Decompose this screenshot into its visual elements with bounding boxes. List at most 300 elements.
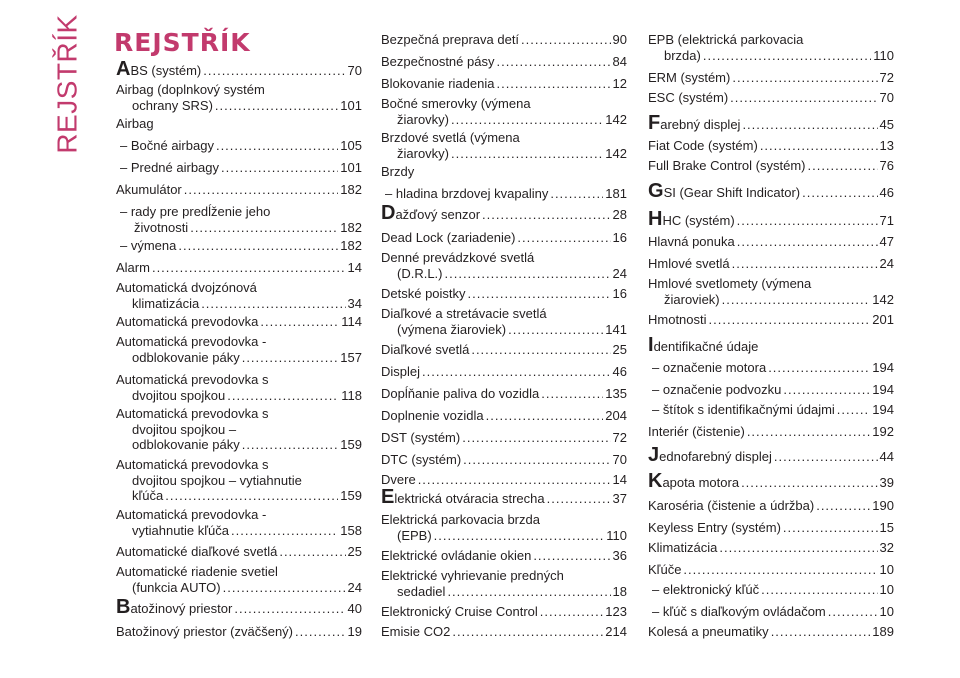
dot-leader xyxy=(683,562,877,578)
index-entry-term: ochrany SRS) xyxy=(132,97,213,113)
index-entry-term: – výmena xyxy=(120,238,177,253)
index-entry-term: ABS (systém) xyxy=(116,58,202,80)
section-initial: D xyxy=(381,202,396,224)
index-entry-text: dvojitou spojkou – vytiahnutie xyxy=(132,472,302,488)
index-entry xyxy=(381,452,627,468)
page-number: 101 xyxy=(340,97,362,113)
index-entry-term: Automatická prevodovka xyxy=(116,314,259,329)
page-number: 40 xyxy=(347,601,362,616)
index-entry-term: DST (systém) xyxy=(381,430,461,445)
dot-leader xyxy=(452,624,603,640)
page-number: 142 xyxy=(605,145,627,161)
page-number: 15 xyxy=(879,520,894,535)
page-number: 192 xyxy=(872,424,894,439)
index-entry-term: (D.R.L.) xyxy=(397,265,443,281)
index-entry-text: Brzdové svetlá (výmena xyxy=(381,130,520,145)
index-entry-term: Alarm xyxy=(116,260,150,275)
index-entry-text: Airbag (doplnkový systém xyxy=(116,82,265,97)
index-entry-term: Detské poistky xyxy=(381,286,466,301)
index-entry xyxy=(381,548,627,564)
index-entry xyxy=(116,116,362,132)
dot-leader xyxy=(761,582,877,598)
index-entry-term: Dead Lock (zariadenie) xyxy=(381,230,516,245)
page-number: 71 xyxy=(879,213,894,228)
index-entry-term: Akumulátor xyxy=(116,182,182,197)
index-entry-term: – označenie podvozku xyxy=(652,382,782,397)
dot-leader xyxy=(732,256,878,272)
index-entry xyxy=(648,138,894,154)
page-number: 182 xyxy=(340,238,362,253)
dot-leader xyxy=(201,296,345,312)
index-entry xyxy=(116,406,362,453)
index-entry-term: Brzdy xyxy=(381,164,415,179)
dot-leader xyxy=(703,48,871,64)
index-entry-term: odblokovanie páky xyxy=(132,437,240,452)
index-entry-term: Klimatizácia xyxy=(648,540,718,555)
dot-leader xyxy=(165,488,338,504)
page-number: 76 xyxy=(879,158,894,173)
index-entry xyxy=(648,540,894,556)
dot-leader xyxy=(221,160,338,176)
page-number: 10 xyxy=(879,604,894,619)
index-entry-term: Interiér (čistenie) xyxy=(648,424,745,439)
index-entry xyxy=(381,286,627,302)
index-entry-text: Automatická prevodovka - xyxy=(116,507,267,522)
index-entry xyxy=(648,70,894,86)
page-number: 84 xyxy=(612,54,627,69)
dot-leader xyxy=(216,138,338,154)
index-entry-term: Identifikačné údaje xyxy=(648,334,759,356)
index-entry xyxy=(116,564,362,595)
index-entry-text: Bočné smerovky (výmena xyxy=(381,96,531,111)
page-number: 114 xyxy=(341,314,362,329)
index-entry xyxy=(381,486,627,508)
page-number: 14 xyxy=(612,472,627,487)
index-entry-term: Bezpečná preprava detí xyxy=(381,32,520,47)
page-number: 70 xyxy=(347,63,362,78)
page-title: REJSTŘÍK xyxy=(114,28,251,57)
index-entry xyxy=(648,312,894,328)
index-entry-term: Batožinový priestor xyxy=(116,596,233,618)
page-number: 10 xyxy=(879,562,894,577)
dot-leader xyxy=(737,234,878,250)
dot-leader xyxy=(463,452,610,468)
index-entry-term: Diaľkové svetlá xyxy=(381,342,470,357)
dot-leader xyxy=(462,430,610,446)
index-entry-term: Hlavná ponuka xyxy=(648,234,735,249)
index-entry-term: Emisie CO2 xyxy=(381,624,451,639)
page-number: 47 xyxy=(879,234,894,249)
dot-leader xyxy=(227,388,339,404)
page-number: 72 xyxy=(879,70,894,85)
index-entry xyxy=(381,512,627,543)
page-number: 110 xyxy=(873,47,894,63)
index-entry xyxy=(648,624,894,640)
index-entry-term: GSI (Gear Shift Indicator) xyxy=(648,180,801,202)
index-entry-text: Diaľkové a stretávacie svetlá xyxy=(381,306,547,321)
dot-leader xyxy=(802,185,877,201)
dot-leader xyxy=(482,207,610,223)
page-number: 34 xyxy=(347,295,362,311)
page-number: 135 xyxy=(605,386,627,401)
dot-leader xyxy=(783,382,870,398)
page-number: 16 xyxy=(612,286,627,301)
dot-leader xyxy=(451,146,603,162)
dot-leader xyxy=(541,386,603,402)
dot-leader xyxy=(468,286,611,302)
dot-leader xyxy=(242,437,339,453)
index-entry xyxy=(116,260,362,276)
index-entry-term: Jednofarebný displej xyxy=(648,444,772,466)
dot-leader xyxy=(434,528,605,544)
page-number: 72 xyxy=(612,430,627,445)
page-number: 12 xyxy=(612,76,627,91)
dot-leader xyxy=(771,624,871,640)
index-entry-term: Hmlové svetlá xyxy=(648,256,730,271)
page-number: 182 xyxy=(340,182,362,197)
index-entry-term: dvojitou spojkou xyxy=(132,387,226,403)
dot-leader xyxy=(760,138,878,154)
index-entry-text: Automatické riadenie svetiel xyxy=(116,564,278,579)
index-entry xyxy=(116,596,362,618)
page-number: 159 xyxy=(340,437,362,452)
page-number: 37 xyxy=(612,491,627,506)
index-entry-term: – Predné airbagy xyxy=(120,160,220,175)
page-number: 44 xyxy=(879,449,894,464)
index-entry xyxy=(648,498,894,514)
index-entry xyxy=(648,158,894,174)
index-entry-term: Bezpečnostné pásy xyxy=(381,54,495,69)
index-entry xyxy=(381,624,627,640)
page-number: 36 xyxy=(612,548,627,563)
dot-leader xyxy=(451,112,603,128)
index-entry-term: – štítok s identifikačnými údajmi xyxy=(652,402,835,417)
index-entry xyxy=(381,164,627,180)
page-number: 110 xyxy=(606,527,627,543)
index-entry xyxy=(381,386,627,402)
index-entry xyxy=(116,280,362,311)
index-entry xyxy=(648,360,894,376)
index-entry-term: žiarovky) xyxy=(397,111,450,127)
page-number: 90 xyxy=(612,32,627,47)
page-number: 101 xyxy=(340,160,362,175)
index-entry xyxy=(381,96,627,127)
index-entry xyxy=(381,54,627,70)
section-initial: I xyxy=(648,334,654,356)
index-entry-term: Keyless Entry (systém) xyxy=(648,520,781,535)
dot-leader xyxy=(178,238,338,254)
page-number: 181 xyxy=(605,186,627,201)
index-entry xyxy=(381,250,627,281)
side-tab xyxy=(48,14,88,154)
index-entry xyxy=(381,202,627,224)
index-entry xyxy=(381,604,627,620)
index-entry xyxy=(116,160,362,176)
index-entry xyxy=(648,382,894,398)
index-entry-term: DTC (systém) xyxy=(381,452,462,467)
index-entry-term: – kľúč s diaľkovým ovládačom xyxy=(652,604,826,619)
index-entry-term: Dvere xyxy=(381,472,416,487)
index-entry-term: Dažďový senzor xyxy=(381,202,481,224)
index-entry-term: (funkcia AUTO) xyxy=(132,579,221,595)
dot-leader xyxy=(533,548,610,564)
page-number: 32 xyxy=(879,540,894,555)
index-entry xyxy=(381,186,627,202)
index-entry xyxy=(116,182,362,198)
page-number: 39 xyxy=(879,475,894,490)
index-entry xyxy=(381,32,627,48)
index-entry-text: EPB (elektrická parkovacia xyxy=(648,32,804,47)
dot-leader xyxy=(722,292,871,308)
page-number: 194 xyxy=(872,360,894,375)
page-number: 157 xyxy=(340,349,362,365)
dot-leader xyxy=(540,604,604,620)
index-entry xyxy=(116,624,362,640)
dot-leader xyxy=(783,520,878,536)
index-entry-term: Batožinový priestor (zväčšený) xyxy=(116,624,294,639)
index-entry xyxy=(648,32,894,63)
dot-leader xyxy=(521,32,610,48)
index-entry xyxy=(648,334,894,356)
index-entry xyxy=(381,408,627,424)
index-entry-term: žiaroviek) xyxy=(664,291,720,307)
page-number: 142 xyxy=(605,111,627,127)
index-entry-term: – hladina brzdovej kvapaliny xyxy=(385,186,549,201)
section-initial: H xyxy=(648,208,663,230)
dot-leader xyxy=(279,544,345,560)
dot-leader xyxy=(486,408,604,424)
dot-leader xyxy=(837,402,871,418)
index-entry-term: Karoséria (čistenie a údržba) xyxy=(648,498,815,513)
dot-leader xyxy=(496,54,610,70)
dot-leader xyxy=(774,449,878,465)
section-initial: F xyxy=(648,112,661,134)
index-entry xyxy=(116,58,362,80)
dot-leader xyxy=(203,63,345,79)
index-entry-text: Elektrická parkovacia brzda xyxy=(381,512,540,527)
dot-leader xyxy=(517,230,610,246)
page-number: 123 xyxy=(605,604,627,619)
index-entry-text: Automatická dvojzónová xyxy=(116,280,257,295)
page-number: 13 xyxy=(879,138,894,153)
page-number: 70 xyxy=(612,452,627,467)
page-number: 16 xyxy=(612,230,627,245)
page-number: 10 xyxy=(879,582,894,597)
index-entry xyxy=(116,204,362,235)
index-entry xyxy=(648,180,894,202)
dot-leader xyxy=(747,424,870,440)
index-entry xyxy=(648,208,894,230)
index-entry-term: žiarovky) xyxy=(397,145,450,161)
page-number: 141 xyxy=(605,321,627,337)
dot-leader xyxy=(742,117,877,133)
dot-leader xyxy=(260,314,339,330)
index-entry xyxy=(381,306,627,337)
index-entry xyxy=(648,562,894,578)
index-entry-term: – Bočné airbagy xyxy=(120,138,214,153)
page-number: 194 xyxy=(872,382,894,397)
index-entry-text: Denné prevádzkové svetlá xyxy=(381,250,535,265)
page-number: 204 xyxy=(605,408,627,423)
dot-leader xyxy=(508,322,603,338)
section-initial: K xyxy=(648,470,663,492)
index-entry xyxy=(648,234,894,250)
index-entry xyxy=(648,276,894,307)
page-number: 214 xyxy=(605,624,627,639)
dot-leader xyxy=(190,220,338,236)
page-number: 105 xyxy=(340,138,362,153)
page-number: 158 xyxy=(340,522,362,538)
index-entry xyxy=(648,256,894,272)
index-entry xyxy=(648,424,894,440)
index-entry xyxy=(381,130,627,161)
dot-leader xyxy=(223,580,346,596)
dot-leader xyxy=(550,186,603,202)
index-entry xyxy=(381,430,627,446)
index-entry xyxy=(116,334,362,365)
index-entry-text: Automatická prevodovka - xyxy=(116,334,267,349)
index-entry xyxy=(116,507,362,538)
section-initial: B xyxy=(116,596,131,618)
index-entry-term: Airbag xyxy=(116,116,154,131)
index-entry xyxy=(381,364,627,380)
index-entry-term: Kolesá a pneumatiky xyxy=(648,624,769,639)
index-entry-text: Automatická prevodovka s xyxy=(116,457,269,472)
page-number: 45 xyxy=(879,117,894,132)
dot-leader xyxy=(418,472,611,488)
index-entry-term: Elektronický Cruise Control xyxy=(381,604,538,619)
index-entry-text: Elektrické vyhrievanie predných xyxy=(381,568,564,583)
index-entry xyxy=(648,90,894,106)
index-entry-term: ESC (systém) xyxy=(648,90,729,105)
index-entry-term: sedadiel xyxy=(397,583,446,599)
dot-leader xyxy=(184,182,339,198)
dot-leader xyxy=(741,475,877,491)
index-entry-term: Kľúče xyxy=(648,562,682,577)
page-number: 142 xyxy=(872,291,894,307)
index-entry-term: odblokovanie páky xyxy=(132,349,240,365)
dot-leader xyxy=(828,604,878,620)
index-entry xyxy=(116,138,362,154)
index-entry-term: – elektronický kľúč xyxy=(652,582,760,597)
index-entry-term: Elektrické ovládanie okien xyxy=(381,548,532,563)
index-entry xyxy=(116,457,362,504)
index-entry xyxy=(381,472,627,488)
section-initial: J xyxy=(648,444,660,466)
page-number: 24 xyxy=(879,256,894,271)
dot-leader xyxy=(445,266,611,282)
page-number: 201 xyxy=(872,312,894,327)
dot-leader xyxy=(816,498,870,514)
dot-leader xyxy=(242,350,339,366)
page-number: 159 xyxy=(340,488,362,503)
index-entry xyxy=(381,568,627,599)
index-entry xyxy=(648,402,894,418)
index-entry xyxy=(116,238,362,254)
index-entry-term: Dopĺňanie paliva do vozidla xyxy=(381,386,540,401)
index-entry xyxy=(648,444,894,466)
page-number: 70 xyxy=(879,90,894,105)
index-entry xyxy=(116,372,362,403)
page-number: 194 xyxy=(872,402,894,417)
dot-leader xyxy=(234,601,345,617)
index-entry xyxy=(648,470,894,492)
page-number: 118 xyxy=(341,387,362,403)
dot-leader xyxy=(547,491,611,507)
index-entry xyxy=(116,314,362,330)
page-number: 24 xyxy=(612,265,627,281)
index-entry-term: Fiat Code (systém) xyxy=(648,138,758,153)
index-entry-term: (EPB) xyxy=(397,527,432,543)
section-initial: E xyxy=(381,486,395,508)
dot-leader xyxy=(732,70,877,86)
dot-leader xyxy=(807,158,877,174)
index-entry-text: Automatická prevodovka s xyxy=(116,406,269,421)
index-entry xyxy=(648,112,894,134)
page-number: 46 xyxy=(612,364,627,379)
index-entry-text: – rady pre predĺženie jeho xyxy=(120,204,271,219)
index-entry-term: klimatizácia xyxy=(132,295,200,311)
dot-leader xyxy=(471,342,610,358)
dot-leader xyxy=(152,260,346,276)
index-entry-text: Automatická prevodovka s xyxy=(116,372,269,387)
page-number: 18 xyxy=(612,583,627,599)
dot-leader xyxy=(719,540,877,556)
side-tab-label: REJSTŘÍK xyxy=(52,14,84,154)
index-entry xyxy=(381,342,627,358)
page-number: 190 xyxy=(872,498,894,513)
index-entry xyxy=(648,582,894,598)
page-number: 24 xyxy=(347,579,362,595)
index-entry-term: Blokovanie riadenia xyxy=(381,76,495,91)
page-number: 28 xyxy=(612,207,627,222)
page-number: 25 xyxy=(612,342,627,357)
page-number: 19 xyxy=(347,624,362,639)
index-entry-term: ERM (systém) xyxy=(648,70,731,85)
dot-leader xyxy=(768,360,870,376)
page-number: 14 xyxy=(347,260,362,275)
dot-leader xyxy=(215,98,338,114)
index-entry-term: HHC (systém) xyxy=(648,208,735,230)
page-number: 182 xyxy=(340,219,362,235)
dot-leader xyxy=(447,584,610,600)
section-initial: G xyxy=(648,180,664,202)
index-entry-term: Kapota motora xyxy=(648,470,740,492)
dot-leader xyxy=(737,213,878,229)
page-number: 25 xyxy=(347,544,362,559)
dot-leader xyxy=(422,364,611,380)
index-entry-term: Full Brake Control (systém) xyxy=(648,158,806,173)
index-entry-term: kľúča xyxy=(132,488,164,503)
page-number: 189 xyxy=(872,624,894,639)
index-entry xyxy=(116,82,362,113)
index-entry xyxy=(381,76,627,92)
index-entry-term: Hmotnosti xyxy=(648,312,707,327)
index-entry-term: vytiahnutie kľúča xyxy=(132,522,230,538)
index-entry-term: Displej xyxy=(381,364,421,379)
index-entry xyxy=(648,604,894,620)
index-entry xyxy=(381,230,627,246)
index-entry xyxy=(116,544,362,560)
index-entry-text: dvojitou spojkou – xyxy=(132,421,237,437)
index-entry-term: (výmena žiaroviek) xyxy=(397,321,507,337)
index-entry-text: Hmlové svetlomety (výmena xyxy=(648,276,812,291)
index-entry-term: životnosti xyxy=(134,219,189,235)
index-entry-term: Farebný displej xyxy=(648,112,741,134)
dot-leader xyxy=(295,624,346,640)
index-entry-term: Doplnenie vozidla xyxy=(381,408,484,423)
index-entry-term: brzda) xyxy=(664,47,701,63)
